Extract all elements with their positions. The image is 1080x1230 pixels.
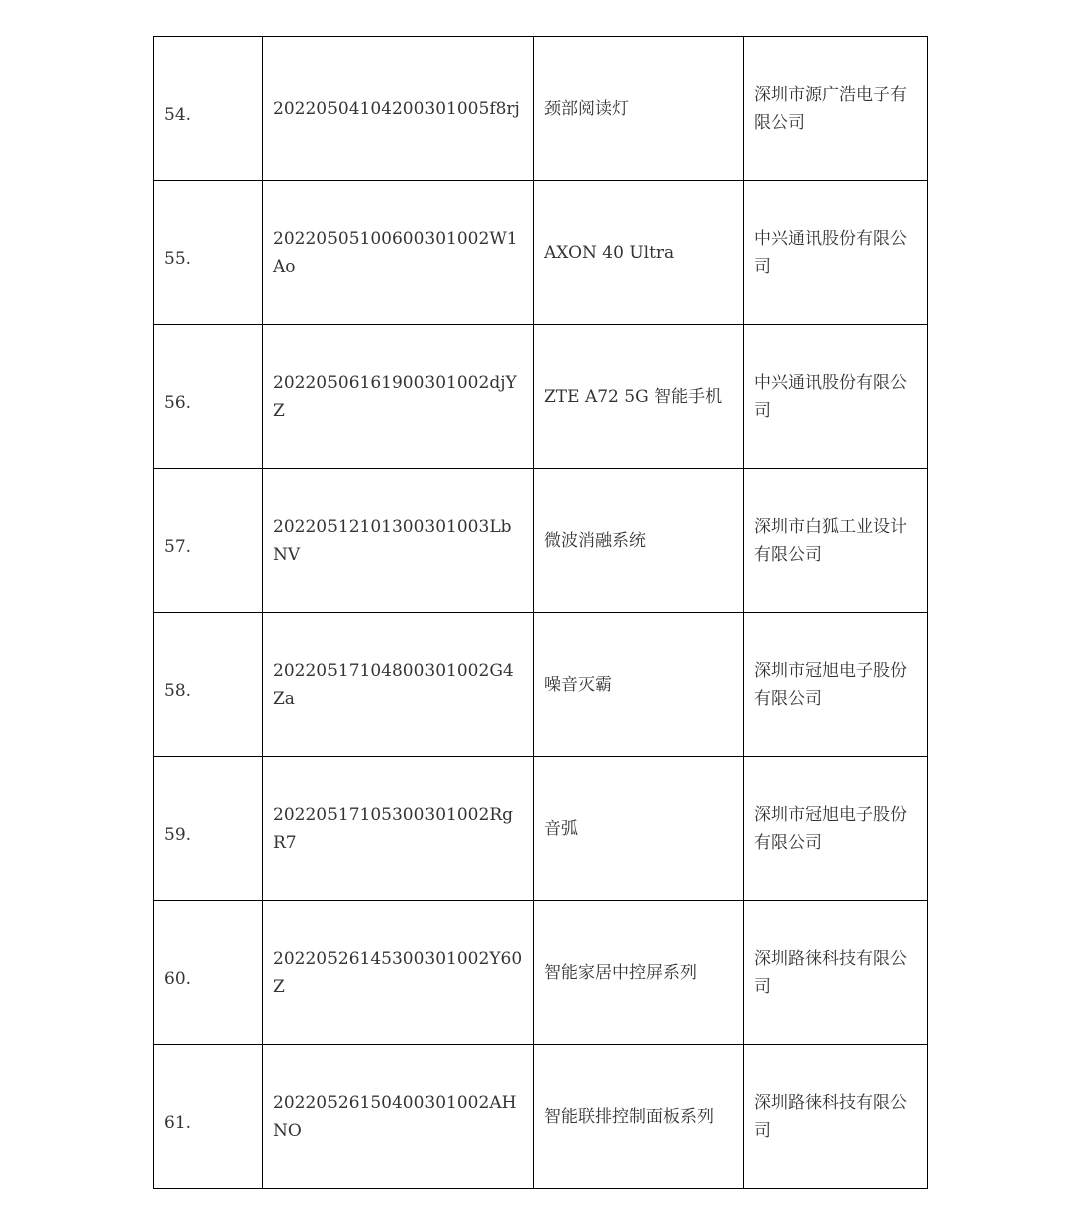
registration-code-cell bbox=[263, 325, 534, 469]
row-number-cell bbox=[154, 901, 263, 1045]
product-name-cell bbox=[534, 613, 744, 757]
company-name: 深圳市源广浩电子有限公司 bbox=[754, 84, 907, 133]
registration-code: 20220505100600301002W1Ao bbox=[273, 228, 518, 277]
product-name: 噪音灭霸 bbox=[544, 674, 612, 695]
product-name-cell bbox=[534, 181, 744, 325]
product-name-cell bbox=[534, 901, 744, 1045]
company-name: 深圳路徕科技有限公司 bbox=[754, 948, 907, 997]
company-name-cell bbox=[744, 757, 928, 901]
product-name: 音弧 bbox=[544, 818, 578, 839]
company-name: 中兴通讯股份有限公司 bbox=[754, 372, 907, 421]
product-name: 智能联排控制面板系列 bbox=[544, 1106, 714, 1127]
row-number-cell bbox=[154, 613, 263, 757]
row-number-cell bbox=[154, 1045, 263, 1189]
product-name: 颈部阅读灯 bbox=[544, 98, 629, 119]
company-name-cell bbox=[744, 469, 928, 613]
row-number: 54. bbox=[164, 104, 192, 125]
row-number: 58. bbox=[164, 680, 192, 701]
table-row bbox=[154, 37, 928, 181]
registration-code-cell bbox=[263, 1045, 534, 1189]
row-number-cell bbox=[154, 325, 263, 469]
registration-code: 20220526150400301002AHNO bbox=[273, 1092, 517, 1141]
registration-code: 20220526145300301002Y60Z bbox=[273, 948, 523, 997]
company-name-cell bbox=[744, 613, 928, 757]
company-name: 深圳市冠旭电子股份有限公司 bbox=[754, 804, 907, 853]
table-row bbox=[154, 1045, 928, 1189]
company-name-cell bbox=[744, 1045, 928, 1189]
registration-code: 2022050410420030100​5f8rj bbox=[273, 98, 520, 119]
row-number: 56. bbox=[164, 392, 192, 413]
product-name: AXON 40 Ultra bbox=[544, 242, 675, 263]
registration-code-cell bbox=[263, 181, 534, 325]
product-name: 微波消融系统 bbox=[544, 530, 646, 551]
registration-code: 20220506161900301002djYZ bbox=[273, 372, 517, 421]
product-name-cell bbox=[534, 325, 744, 469]
row-number: 60. bbox=[164, 968, 192, 989]
company-name: 深圳市冠旭电子股份有限公司 bbox=[754, 660, 907, 709]
row-number-cell bbox=[154, 469, 263, 613]
product-name-cell bbox=[534, 469, 744, 613]
award-list-table bbox=[153, 36, 928, 1189]
registration-code-cell bbox=[263, 613, 534, 757]
registration-code: 20220517105300301002RgR7 bbox=[273, 804, 514, 853]
table-row bbox=[154, 325, 928, 469]
registration-code: 20220512101300301003LbNV bbox=[273, 516, 512, 565]
row-number: 55. bbox=[164, 248, 192, 269]
row-number: 57. bbox=[164, 536, 192, 557]
table-row bbox=[154, 613, 928, 757]
registration-code-cell bbox=[263, 469, 534, 613]
company-name: 深圳市白狐工业设计有限公司 bbox=[754, 516, 907, 565]
registration-code-cell bbox=[263, 37, 534, 181]
company-name-cell bbox=[744, 181, 928, 325]
row-number-cell bbox=[154, 757, 263, 901]
product-name: ZTE A72 5G 智能手机 bbox=[544, 386, 723, 407]
table-row bbox=[154, 181, 928, 325]
row-number: 59. bbox=[164, 824, 192, 845]
registration-code-cell bbox=[263, 901, 534, 1045]
registration-code: 20220517104800301002G4Za bbox=[273, 660, 514, 709]
company-name-cell bbox=[744, 37, 928, 181]
table-row bbox=[154, 469, 928, 613]
company-name: 深圳路徕科技有限公司 bbox=[754, 1092, 907, 1141]
company-name-cell bbox=[744, 325, 928, 469]
table-row bbox=[154, 757, 928, 901]
row-number-cell bbox=[154, 181, 263, 325]
company-name-cell bbox=[744, 901, 928, 1045]
table-row bbox=[154, 901, 928, 1045]
company-name: 中兴通讯股份有限公司 bbox=[754, 228, 907, 277]
registration-code-cell bbox=[263, 757, 534, 901]
product-name-cell bbox=[534, 757, 744, 901]
row-number-cell bbox=[154, 37, 263, 181]
product-name: 智能家居中控屏系列 bbox=[544, 962, 697, 983]
product-name-cell bbox=[534, 37, 744, 181]
row-number: 61. bbox=[164, 1112, 192, 1133]
product-name-cell bbox=[534, 1045, 744, 1189]
